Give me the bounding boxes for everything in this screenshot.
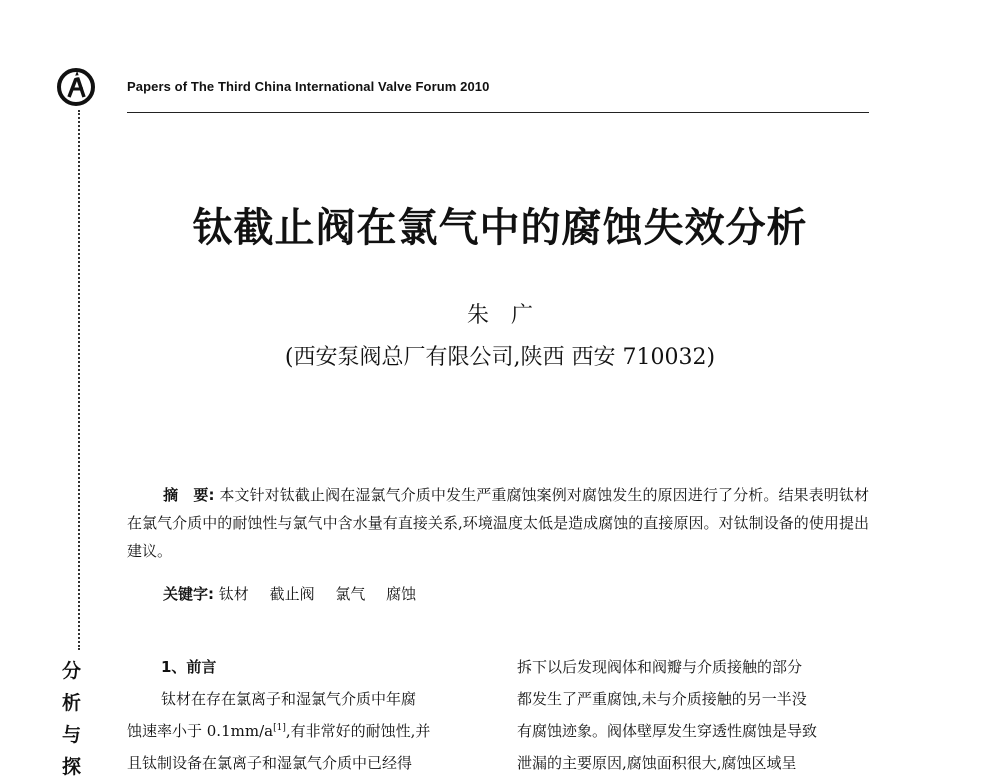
body-line: 拆下以后发现阀体和阀瓣与介质接触的部分 xyxy=(517,658,803,676)
affiliation: (西安泵阀总厂有限公司,陕西 西安 710032) xyxy=(284,345,716,370)
keyword-item: 截止阀 xyxy=(269,585,315,603)
body-line: 泄漏的主要原因,腐蚀面积很大,腐蚀区域呈 xyxy=(517,754,797,772)
abstract xyxy=(127,481,869,565)
author: 朱 广 xyxy=(466,303,533,328)
body-line: 钛材在存在氯离子和湿氯气介质中年腐 xyxy=(161,690,417,708)
keyword-item: 腐蚀 xyxy=(386,585,417,603)
body-line: 都发生了严重腐蚀,未与介质接触的另一半没 xyxy=(517,690,807,708)
abstract-label: 摘 要: xyxy=(163,486,215,504)
running-header: Papers of The Third China International Valve Forum 2010 xyxy=(127,79,490,94)
paper-title: 钛截止阀在氯气中的腐蚀失效分析 xyxy=(192,204,808,251)
body-line: 有腐蚀迹象。阀体壁厚发生穿透性腐蚀是导致 xyxy=(517,722,818,740)
margin-dotted-rule xyxy=(78,110,80,650)
side-label-char: 与 xyxy=(62,724,82,746)
keywords-label: 关键字: xyxy=(163,585,214,603)
section-heading: 1、前言 xyxy=(161,658,217,676)
side-label-char: 探 xyxy=(62,756,82,778)
keyword-item: 钛材 xyxy=(218,585,249,603)
citation: [1] xyxy=(273,723,286,733)
keywords xyxy=(163,583,432,604)
keyword-item: 氯气 xyxy=(335,585,366,603)
body-line: 且钛制设备在氯离子和湿氯气介质中已经得 xyxy=(127,754,413,772)
side-label-char: 分 xyxy=(62,660,82,682)
side-label-char: 析 xyxy=(62,692,82,714)
forum-logo-icon xyxy=(56,66,96,108)
body-line: 蚀速率小于 0.1mm/a[1],有非常好的耐蚀性,并 xyxy=(127,722,431,740)
header-rule xyxy=(127,112,869,113)
abstract-text: 本文针对钛截止阀在湿氯气介质中发生严重腐蚀案例对腐蚀发生的原因进行了分析。结果表明钛材在氯气介质中的耐蚀性与氯气中含水量有直接关系,环境温度太低是造成腐蚀的直接原因。对钛制设备的使用提出建议。 xyxy=(127,486,869,560)
